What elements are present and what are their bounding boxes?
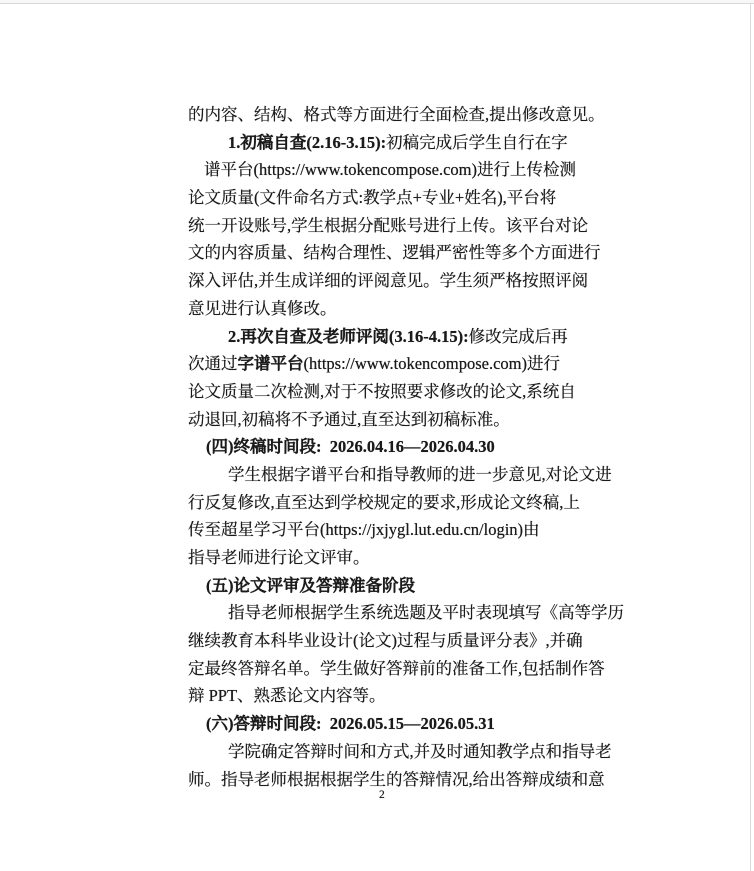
text-line — [188, 350, 618, 378]
text-line — [188, 599, 624, 627]
document-body — [188, 101, 624, 793]
text-line — [188, 212, 618, 240]
text-line — [188, 627, 618, 655]
text-line — [188, 378, 618, 406]
text-line — [188, 129, 618, 157]
text-run: 文的内容质量、结构合理性、逻辑严密性等多个方面进行 — [188, 243, 601, 263]
text-run: 传至超星学习平台(https://jxjygl.lut.edu.cn/login)由 — [188, 520, 540, 540]
bold-text-run: 1.初稿自查(2.16-3.15): — [228, 132, 387, 152]
text-line — [188, 267, 618, 295]
bold-text-run: (六)答辩时间段: 2026.05.15—2026.05.31 — [206, 714, 495, 734]
page-number: 2 — [379, 789, 385, 801]
text-run: 论文质量(文件命名方式:教学点+专业+姓名),平台将 — [188, 188, 557, 208]
text-run: 定最终答辩名单。学生做好答辩前的准备工作,包括制作答 — [188, 658, 605, 678]
page-top-edge-line — [0, 0, 754, 4]
text-line — [188, 544, 618, 572]
text-line — [188, 655, 618, 683]
page-right-edge-line — [750, 3, 751, 871]
text-run: (https://www.tokencompose.com)进行 — [303, 354, 560, 374]
text-run: 继续教育本科毕业设计(论文)过程与质量评分表》,并确 — [188, 631, 583, 651]
text-run: 统一开设账号,学生根据分配账号进行上传。该平台对论 — [188, 215, 589, 235]
text-line — [188, 239, 618, 267]
text-run: 辩 PPT、熟悉论文内容等。 — [188, 686, 386, 706]
text-line — [188, 433, 618, 461]
text-line — [188, 766, 618, 794]
text-run: 指导老师进行论文评审。 — [188, 548, 370, 567]
text-line — [188, 461, 618, 489]
text-line — [188, 156, 618, 184]
text-run: 初稿完成后学生自行在字 — [386, 132, 568, 152]
text-run: 学生根据字谱平台和指导教师的进一步意见,对论文进 — [228, 464, 612, 484]
text-run: 论文质量二次检测,对于不按照要求修改的论文,系统自 — [188, 381, 576, 401]
text-line — [188, 572, 618, 600]
text-run: 深入评估,并生成详细的评阅意见。学生须严格按照评阅 — [188, 271, 589, 291]
text-line — [188, 516, 618, 544]
text-run: 的内容、结构、格式等方面进行全面检查,提出修改意见。 — [188, 105, 605, 124]
text-run: 学院确定答辩时间和方式,并及时通知教学点和指导老 — [228, 741, 612, 761]
text-line — [188, 489, 618, 517]
text-line — [188, 323, 618, 351]
text-line — [188, 184, 618, 212]
bold-text-run: 2.再次自查及老师评阅(3.16-4.15): — [228, 326, 469, 346]
text-run: 师。指导老师根据根据学生的答辩情况,给出答辩成绩和意 — [188, 769, 605, 789]
bold-text-run: (五)论文评审及答辩准备阶段 — [206, 575, 415, 595]
text-run: 行反复修改,直至达到学校规定的要求,形成论文终稿,上 — [188, 492, 580, 512]
text-run: 动退回,初稿将不予通过,直至达到初稿标准。 — [188, 409, 510, 429]
text-line — [188, 101, 618, 129]
text-run: 意见进行认真修改。 — [188, 298, 337, 318]
bold-text-run: (四)终稿时间段: 2026.04.16—2026.04.30 — [206, 437, 495, 457]
text-run: 次通过 — [188, 354, 238, 374]
text-line — [188, 295, 618, 323]
text-line — [188, 406, 618, 434]
text-line — [188, 738, 618, 766]
text-run: 修改完成后再 — [468, 326, 568, 346]
text-run: 指导老师根据学生系统选题及平时表现填写《高等学历 — [228, 603, 624, 623]
text-line — [188, 682, 618, 710]
text-run: 谱平台(https://www.tokencompose.com)进行上传检测 — [204, 160, 576, 180]
text-line — [188, 710, 618, 738]
bold-text-run: 字谱平台 — [237, 354, 304, 374]
